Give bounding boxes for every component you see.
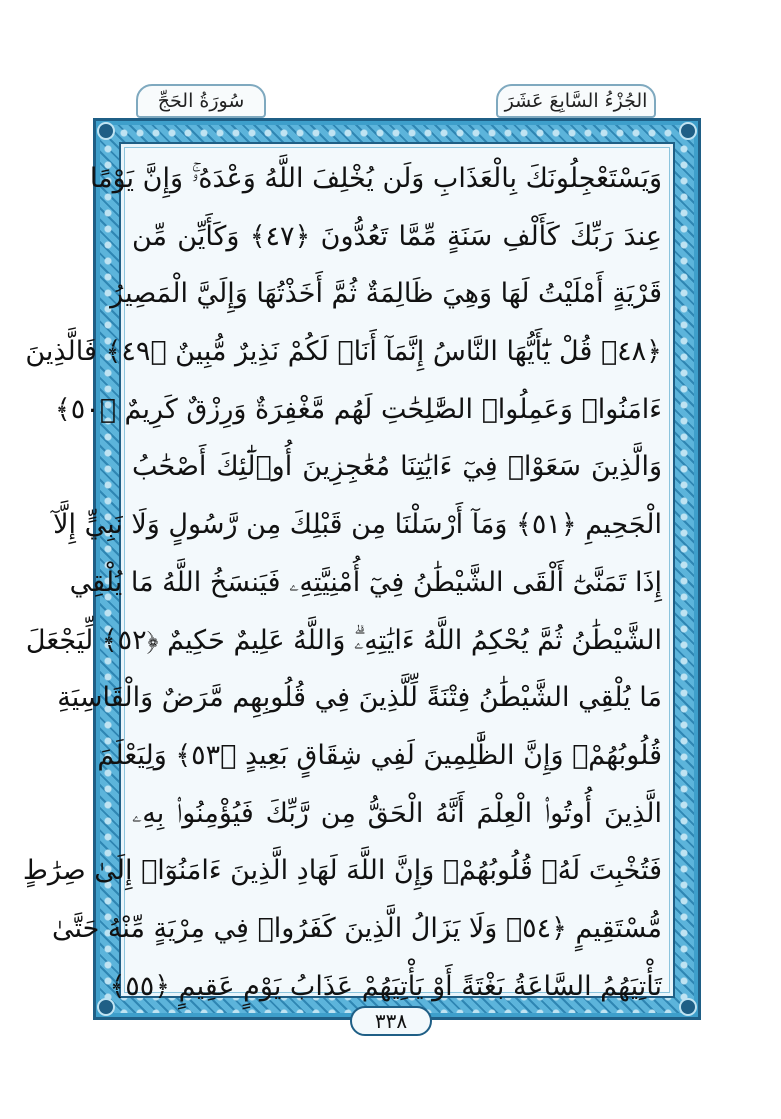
text-line: ءَامَنُوا۟ وَعَمِلُوا۟ الصَّٰلِحَٰتِ لَهُم مَّغْفِرَةٌ وَرِزْقٌ كَرِيمٌ ﴿٥٠﴾ bbox=[54, 393, 662, 425]
text-line: وَيَسْتَعْجِلُونَكَ بِالْعَذَابِ وَلَن يُخْلِفَ اللَّهُ وَعْدَهُۥۚ وَإِنَّ يَوْمًا bbox=[89, 163, 662, 194]
text-line: إِذَا تَمَنَّىٰٓ أَلْقَى الشَّيْطَٰنُ فِيٓ أُمْنِيَّتِهِۦ فَيَنسَخُ اللَّهُ مَا يُلْقِي bbox=[69, 566, 662, 598]
text-line: قَرْيَةٍ أَمْلَيْتُ لَهَا وَهِيَ ظَالِمَةٌ ثُمَّ أَخَذْتُهَا وَإِلَيَّ الْمَصِيرُ bbox=[110, 278, 662, 310]
text-line: الَّذِينَ أُوتُوا۟ الْعِلْمَ أَنَّهُ الْحَقُّ مِن رَّبِّكَ فَيُؤْمِنُوا۟ بِهِۦ bbox=[132, 797, 662, 829]
surah-label: سُورَةُ الحَجِّ bbox=[136, 84, 266, 118]
text-line: قُلُوبُهُمْۗ وَإِنَّ الظَّٰلِمِينَ لَفِي شِقَاقٍ بَعِيدٍ ﴿٥٣﴾ وَلِيَعْلَمَ bbox=[97, 739, 662, 771]
verse-lines bbox=[22, 150, 662, 1015]
text-line: مُّسْتَقِيمٍ ﴿٥٤﴾ وَلَا يَزَالُ الَّذِينَ كَفَرُوا۟ فِي مِرْيَةٍ مِّنْهُ حَتَّىٰ bbox=[51, 912, 662, 944]
corner-ornament-icon bbox=[679, 998, 697, 1016]
text-line: تَأْتِيَهُمُ السَّاعَةُ بَغْتَةً أَوْ يَأْتِيَهُمْ عَذَابُ يَوْمٍ عَقِيمٍ ﴿٥٥﴾ bbox=[109, 970, 662, 1002]
text-line: الْجَحِيمِ ﴿٥١﴾ وَمَآ أَرْسَلْنَا مِن قَبْلِكَ مِن رَّسُولٍ وَلَا نَبِيٍّ إِلَّآ bbox=[53, 509, 662, 541]
text-line: فَتُخْبِتَ لَهُۥ قُلُوبُهُمْۗ وَإِنَّ اللَّهَ لَهَادِ الَّذِينَ ءَامَنُوٓا۟ إِلَىٰ صِرَٰطٍ bbox=[22, 855, 662, 887]
text-line: الشَّيْطَٰنُ ثُمَّ يُحْكِمُ اللَّهُ ءَايَٰتِهِۦۗ وَاللَّهُ عَلِيمٌ حَكِيمٌ ﴿٥٢﴾ لِّيَجْعَلَ bbox=[25, 624, 662, 656]
text-line: ﴿٤٨﴾ قُلْ يَٰٓأَيُّهَا النَّاسُ إِنَّمَآ أَنَا۠ لَكُمْ نَذِيرٌ مُّبِينٌ ﴿٤٩﴾ فَالَّذِينَ bbox=[25, 336, 662, 368]
text-line: عِندَ رَبِّكَ كَأَلْفِ سَنَةٍ مِّمَّا تَعُدُّونَ ﴿٤٧﴾ وَكَأَيِّن مِّن bbox=[132, 220, 662, 252]
corner-ornament-icon bbox=[97, 122, 115, 140]
corner-ornament-icon bbox=[679, 122, 697, 140]
juz-label: الجُزْءُ السَّابِعَ عَشَرَ bbox=[496, 84, 656, 118]
text-line: مَا يُلْقِي الشَّيْطَٰنُ فِتْنَةً لِّلَّذِينَ فِي قُلُوبِهِم مَّرَضٌ وَالْقَاسِيَةِ bbox=[57, 682, 662, 714]
page-number: ٣٣٨ bbox=[350, 1006, 432, 1036]
text-line: وَالَّذِينَ سَعَوْا۟ فِيٓ ءَايَٰتِنَا مُعَٰجِزِينَ أُو۟لَٰٓئِكَ أَصْحَٰبُ bbox=[132, 451, 662, 483]
